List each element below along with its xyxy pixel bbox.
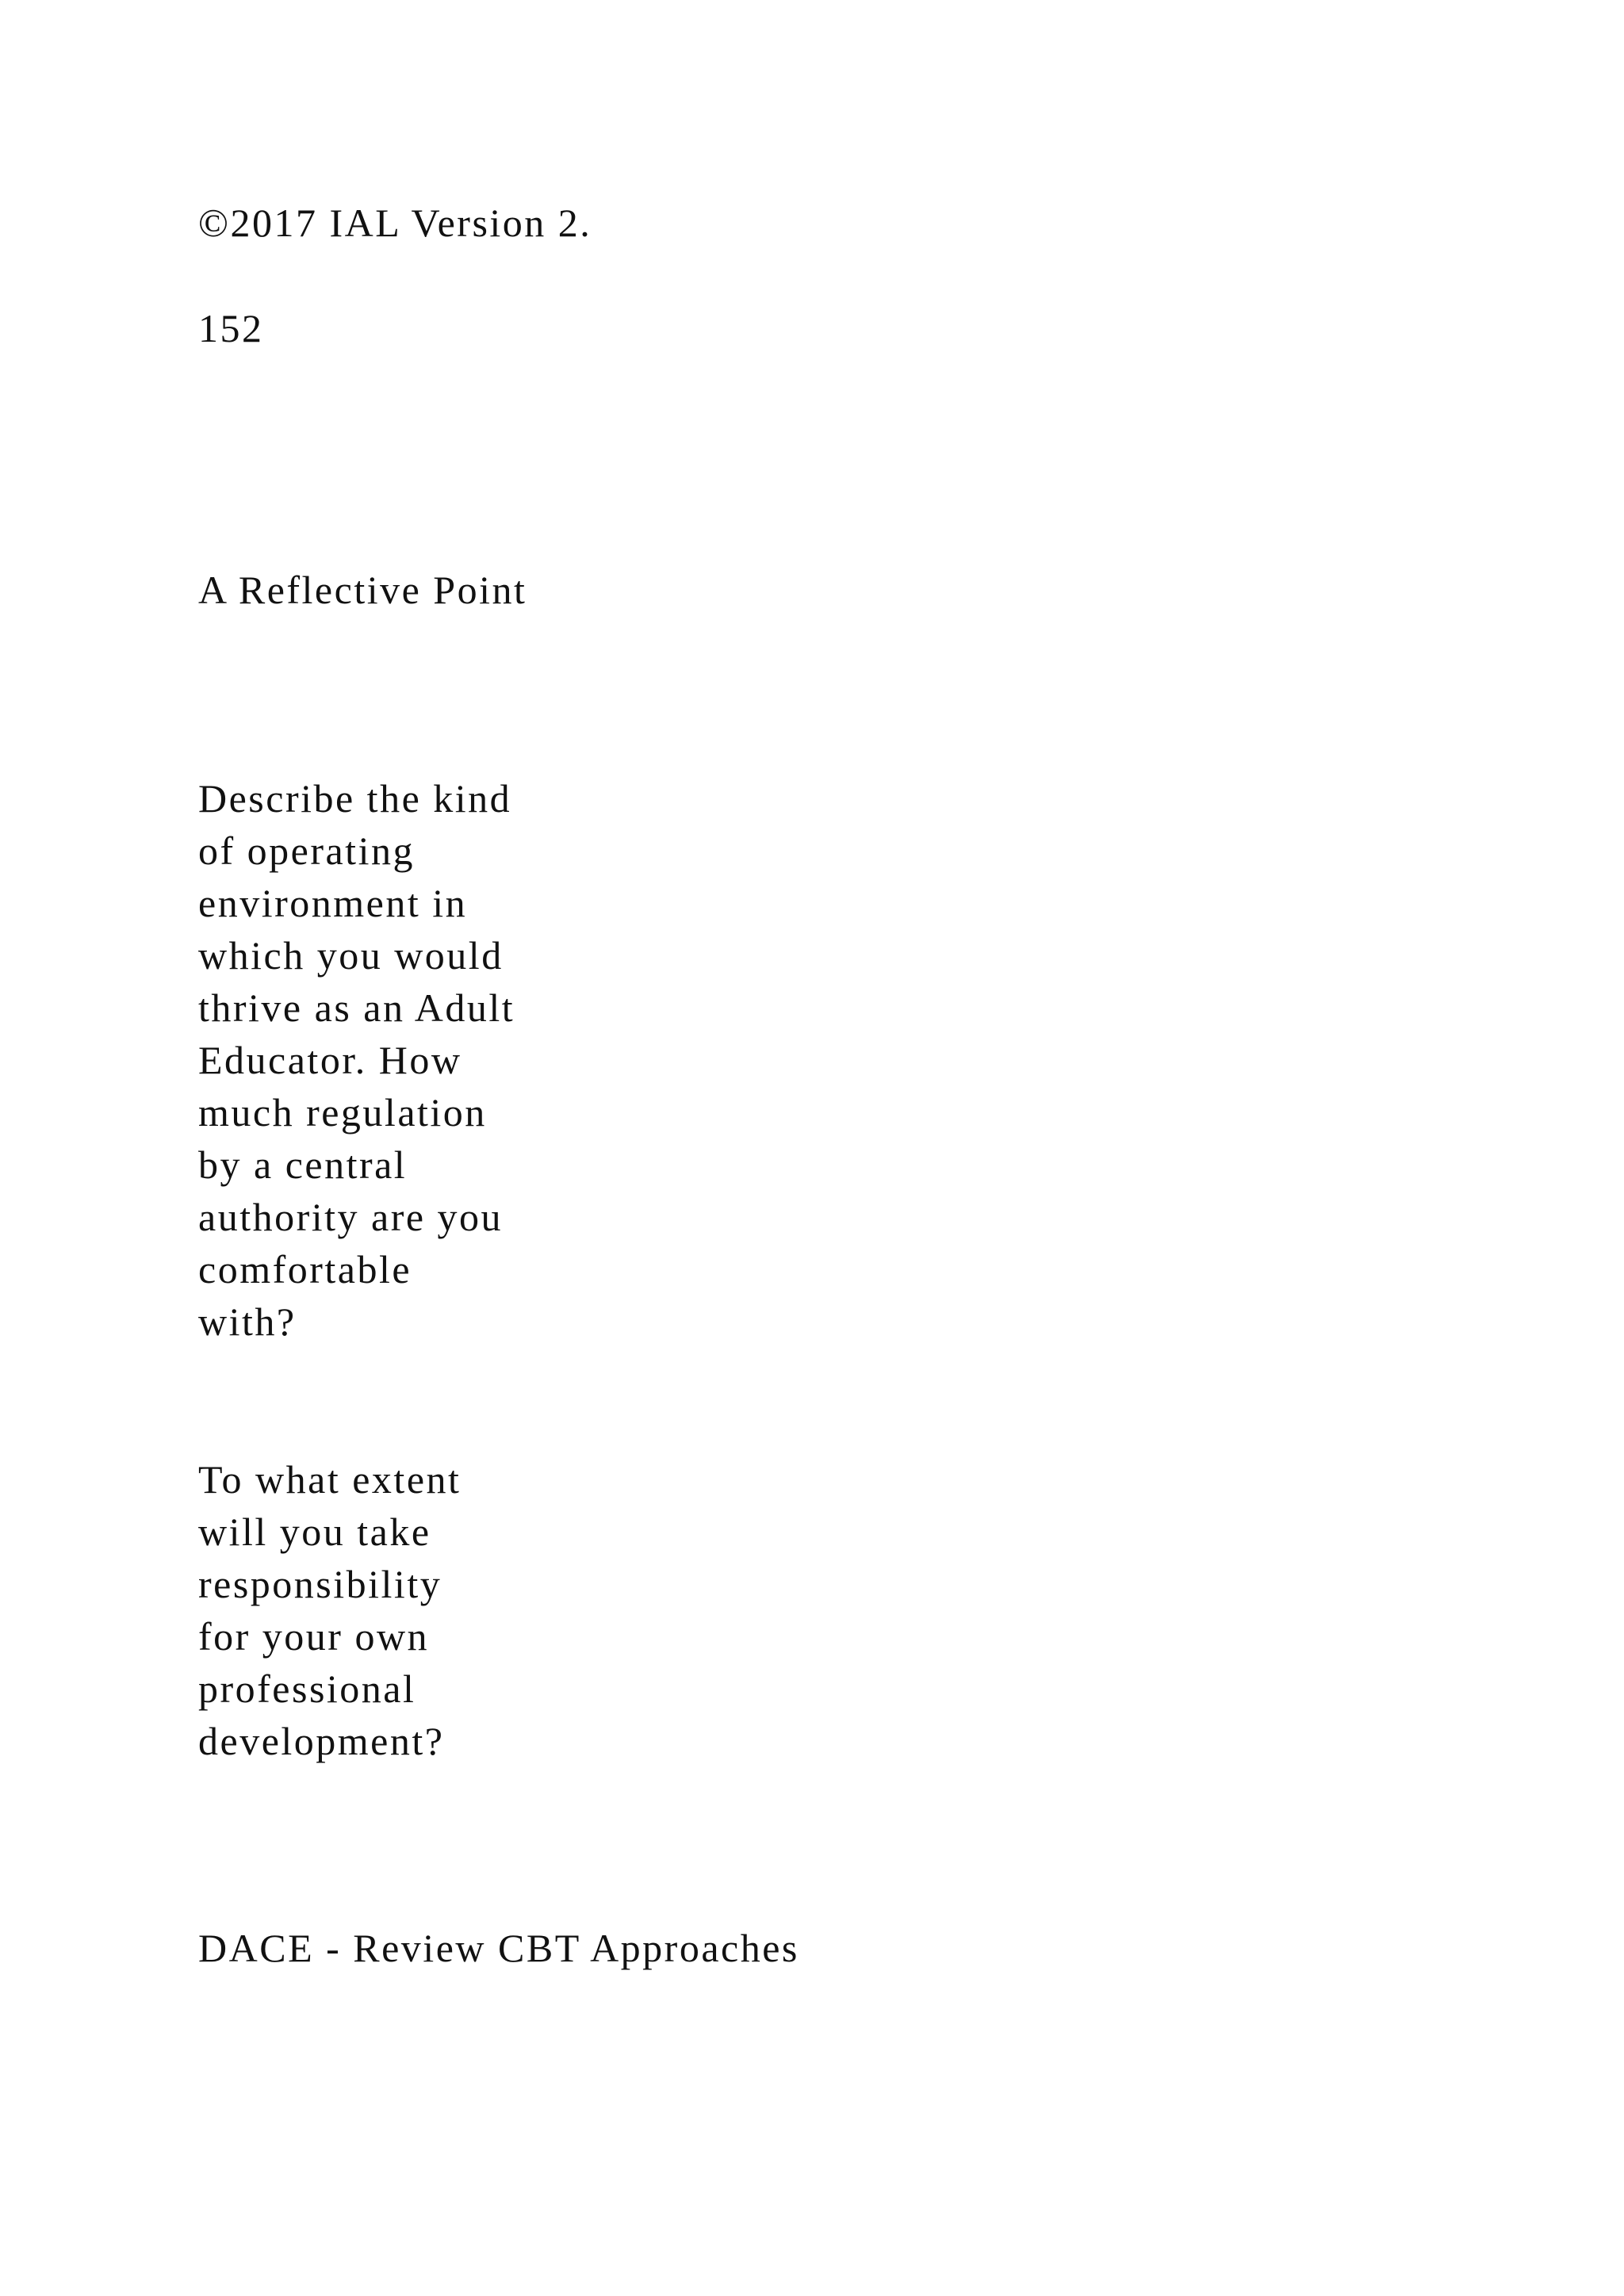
question-1-line: comfortable	[198, 1247, 412, 1292]
question-1-line: which you would	[198, 933, 504, 978]
footer-title: DACE - Review CBT Approaches	[198, 1926, 799, 1970]
question-1-line: authority are you	[198, 1195, 504, 1239]
question-1-line: by a central	[198, 1142, 408, 1187]
question-1-line: with?	[198, 1299, 297, 1344]
question-1-line: of operating	[198, 828, 415, 873]
question-2-line: To what extent	[198, 1457, 462, 1502]
question-1-line: thrive as an Adult	[198, 985, 515, 1030]
copyright-line: ©2017 IAL Version 2.	[198, 201, 592, 245]
question-1-line: Describe the kind	[198, 776, 512, 821]
page-number: 152	[198, 306, 264, 350]
question-1-line: much regulation	[198, 1090, 487, 1135]
question-2-line: development?	[198, 1719, 445, 1763]
question-1-line: Educator. How	[198, 1038, 462, 1082]
question-1-line: environment in	[198, 881, 468, 925]
question-2	[198, 1453, 461, 1767]
question-2-line: responsibility	[198, 1562, 442, 1606]
question-2-line: for your own	[198, 1614, 430, 1659]
section-title: A Reflective Point	[198, 568, 527, 612]
question-2-line: will you take	[198, 1510, 431, 1554]
question-1	[198, 772, 515, 1348]
question-2-line: professional	[198, 1667, 416, 1711]
